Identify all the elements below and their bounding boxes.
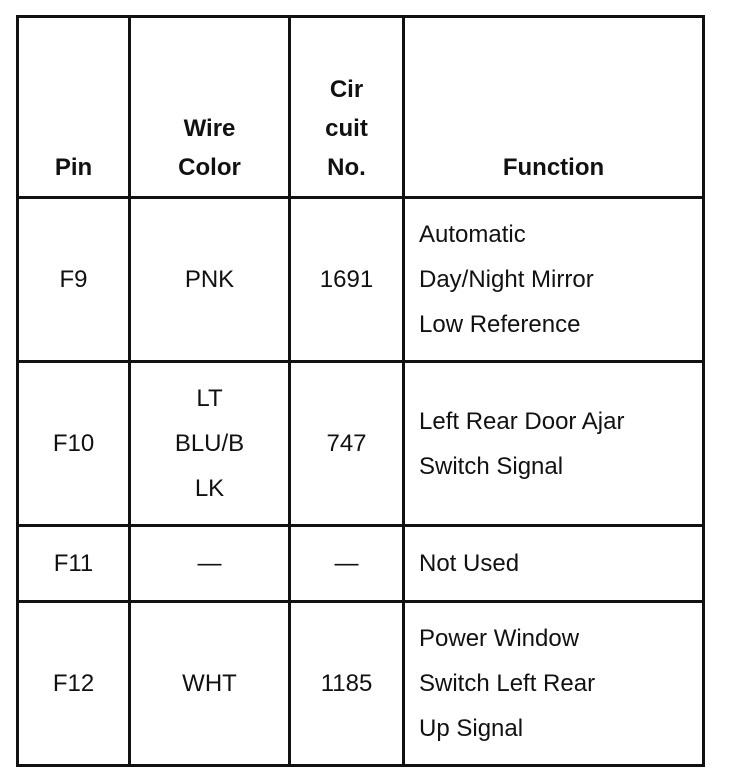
function-line: Switch Signal <box>419 452 564 480</box>
header-wire-color <box>130 17 290 198</box>
function-cell <box>404 362 704 526</box>
table-row <box>18 526 704 602</box>
function-line: Up Signal <box>419 715 524 742</box>
wire-color-line: — <box>197 550 222 577</box>
circuit-number-cell: — <box>290 526 404 602</box>
wire-color-cell <box>130 198 290 362</box>
wire-color-cell <box>130 602 290 766</box>
function-cell <box>404 602 704 766</box>
function-line: Power Window <box>419 625 580 652</box>
wire-color-cell <box>130 362 290 526</box>
circuit-number-cell: 747 <box>290 362 404 526</box>
pin-cell: F9 <box>18 198 130 362</box>
header-circuit-number <box>290 17 404 198</box>
pin-cell: F12 <box>18 602 130 766</box>
header-circuit-line: No. <box>327 154 366 181</box>
header-wire-color-line: Wire <box>183 115 236 142</box>
header-circuit-line: cuit <box>325 115 368 142</box>
wire-color-cell <box>130 526 290 602</box>
wire-color-line: WHT <box>182 670 237 697</box>
function-line: Low Reference <box>419 311 581 338</box>
connector-pin-table <box>16 15 705 767</box>
pin-cell: F10 <box>18 362 130 526</box>
header-row <box>18 17 704 198</box>
function-line: Not Used <box>419 550 520 577</box>
function-line: Day/Night Mirror <box>419 266 594 293</box>
function-line: Left Rear Door Ajar <box>419 407 625 435</box>
function-line: Automatic <box>419 221 526 248</box>
header-pin <box>18 17 130 198</box>
function-cell <box>404 526 704 602</box>
wire-color-line: LT <box>196 385 223 412</box>
function-cell <box>404 198 704 362</box>
wire-color-line: PNK <box>184 266 235 293</box>
table-row <box>18 602 704 766</box>
header-pin-label: Pin <box>54 154 93 181</box>
header-circuit-line: Cir <box>329 76 364 103</box>
circuit-number-cell: 1185 <box>290 602 404 766</box>
header-function <box>404 17 704 198</box>
circuit-number-cell: 1691 <box>290 198 404 362</box>
pin-cell: F11 <box>18 526 130 602</box>
wire-color-line: LK <box>194 475 225 502</box>
table-row <box>18 362 704 526</box>
wire-color-line: BLU/B <box>174 430 245 457</box>
table-row <box>18 198 704 362</box>
header-wire-color-line: Color <box>178 154 241 181</box>
function-line: Switch Left Rear <box>419 670 596 697</box>
header-function-label: Function <box>502 154 605 181</box>
